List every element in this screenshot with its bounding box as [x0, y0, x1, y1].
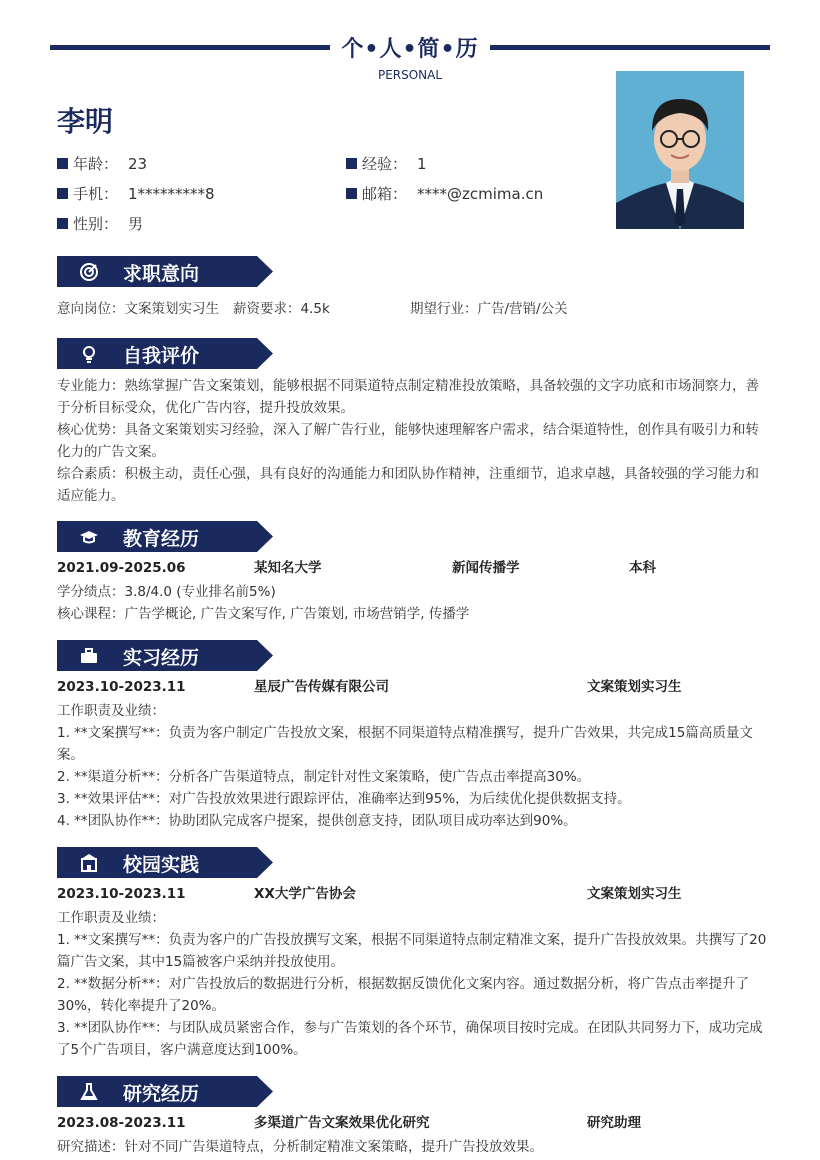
info-experience: [346, 153, 427, 174]
section-header-campus: [57, 847, 273, 878]
resume-title: 个•人•简•历: [341, 37, 479, 62]
email-label: 邮箱：: [362, 185, 408, 203]
self-eval-3: 综合素质：积极主动，责任心强，具有良好的沟通能力和团队协作精神，注重细节，追求卓越，具备较强的学习能力和适应能力。: [57, 466, 759, 504]
campus-row: [57, 883, 767, 905]
campus-item-1: 1. **文案撰写**：负责为客户的广告投放撰写文案，根据不同渠道特点制定精准文案，提升广告投放效果。共撰写了20篇广告文案，其中15篇被客户采纳并投放使用。: [57, 932, 767, 970]
bullet-square-icon: [57, 188, 68, 199]
info-gender: [57, 213, 143, 234]
bullet-square-icon: [346, 158, 357, 169]
bullet-square-icon: [57, 158, 68, 169]
campus-org: XX大学广告协会: [254, 886, 356, 902]
campus-role: 文案策划实习生: [587, 886, 682, 902]
graduation-cap-icon: [79, 527, 99, 547]
info-age: [57, 153, 147, 174]
self-eval-1: 专业能力：熟练掌握广告文案策划，能够根据不同渠道特点制定精准投放策略，具备较强的文字功底和市场洞察力，善于分析目标受众，优化广告内容，提升投放效果。: [57, 378, 759, 416]
campus-item-3: 3. **团队协作**：与团队成员紧密合作，参与广告策划的各个环节，确保项目按时完成。在团队共同努力下，成功完成了5个广告项目，客户满意度达到100%。: [57, 1020, 763, 1058]
lightbulb-icon: [79, 344, 99, 364]
candidate-name: 李明: [57, 105, 114, 138]
section-title: 自我评价: [123, 345, 200, 367]
research-role: 研究助理: [587, 1115, 641, 1131]
experience-value: 1: [417, 154, 427, 173]
bullet-square-icon: [346, 188, 357, 199]
gender-value: 男: [128, 215, 144, 233]
experience-label: 经验：: [362, 155, 408, 173]
internship-item-2: 2. **渠道分析**：分析各广告渠道特点，制定针对性文案策略，使广告点击率提高30%。: [57, 769, 591, 785]
intent-salary: 薪资要求：4.5k: [233, 301, 330, 317]
section-title: 求职意向: [123, 263, 200, 285]
research-row: [57, 1112, 767, 1134]
education-major: 新闻传播学: [452, 560, 520, 576]
building-icon: [79, 853, 99, 873]
briefcase-icon: [79, 646, 99, 666]
section-header-self-evaluation: [57, 338, 273, 369]
phone-value: 1*********8: [128, 184, 215, 203]
internship-date: 2023.10-2023.11: [57, 679, 186, 695]
internship-row: [57, 676, 767, 698]
section-header-internship: [57, 640, 273, 671]
job-intent-row: [57, 298, 767, 320]
research-title: 多渠道广告文案效果优化研究: [254, 1115, 430, 1131]
education-degree: 本科: [629, 560, 656, 576]
campus-duty-label: 工作职责及业绩：: [57, 910, 165, 926]
age-label: 年龄：: [73, 155, 119, 173]
section-title: 研究经历: [123, 1083, 200, 1105]
section-title: 校园实践: [123, 854, 200, 876]
bullet-square-icon: [57, 218, 68, 229]
internship-item-3: 3. **效果评估**：对广告投放效果进行跟踪评估，准确率达到95%，为后续优化提供数据支持。: [57, 791, 631, 807]
research-description: 研究描述：针对不同广告渠道特点，分析制定精准文案策略，提升广告投放效果。: [57, 1139, 543, 1155]
profile-photo: [616, 71, 744, 229]
section-title: 实习经历: [123, 647, 200, 669]
internship-duty-label: 工作职责及业绩：: [57, 703, 165, 719]
research-date: 2023.08-2023.11: [57, 1115, 186, 1131]
education-date: 2021.09-2025.06: [57, 560, 186, 576]
section-title: 教育经历: [123, 528, 200, 550]
intent-industry: 期望行业：广告/营销/公关: [410, 301, 568, 317]
flask-icon: [79, 1082, 99, 1102]
internship-role: 文案策划实习生: [587, 679, 682, 695]
internship-company: 星辰广告传媒有限公司: [254, 679, 389, 695]
header-rule-right: [490, 45, 770, 50]
section-header-education: [57, 521, 273, 552]
self-eval-2: 核心优势：具备文案策划实习经验，深入了解广告行业，能够快速理解客户需求，结合渠道特性，创作具有吸引力和转化力的广告文案。: [57, 422, 759, 460]
info-phone: [57, 183, 215, 204]
campus-date: 2023.10-2023.11: [57, 886, 186, 902]
internship-item-1: 1. **文案撰写**：负责为客户制定广告投放文案，根据不同渠道特点精准撰写，提升广告效果，共完成15篇高质量文案。: [57, 725, 753, 763]
section-header-job-intent: [57, 256, 273, 287]
header-rule-left: [50, 45, 330, 50]
internship-item-4: 4. **团队协作**：协助团队完成客户提案，提供创意支持，团队项目成功率达到90%。: [57, 813, 577, 829]
campus-item-2: 2. **数据分析**：对广告投放后的数据进行分析，根据数据反馈优化文案内容。通过数据分析，将广告点击率提升了30%，转化率提升了20%。: [57, 976, 750, 1014]
phone-label: 手机：: [73, 185, 119, 203]
email-value: ****@zcmima.cn: [417, 184, 544, 203]
section-header-research: [57, 1076, 273, 1107]
gender-label: 性别：: [73, 215, 119, 233]
intent-position: 意向岗位：文案策划实习生: [57, 301, 219, 317]
education-gpa: 学分绩点：3.8/4.0 (专业排名前5%): [57, 584, 276, 600]
target-icon: [79, 262, 99, 282]
info-email: [346, 183, 543, 204]
education-school: 某知名大学: [254, 560, 322, 576]
education-courses: 核心课程：广告学概论, 广告文案写作, 广告策划, 市场营销学, 传播学: [57, 606, 470, 622]
age-value: 23: [128, 154, 148, 173]
education-row: [57, 557, 767, 579]
resume-subtitle: PERSONAL: [377, 68, 443, 82]
